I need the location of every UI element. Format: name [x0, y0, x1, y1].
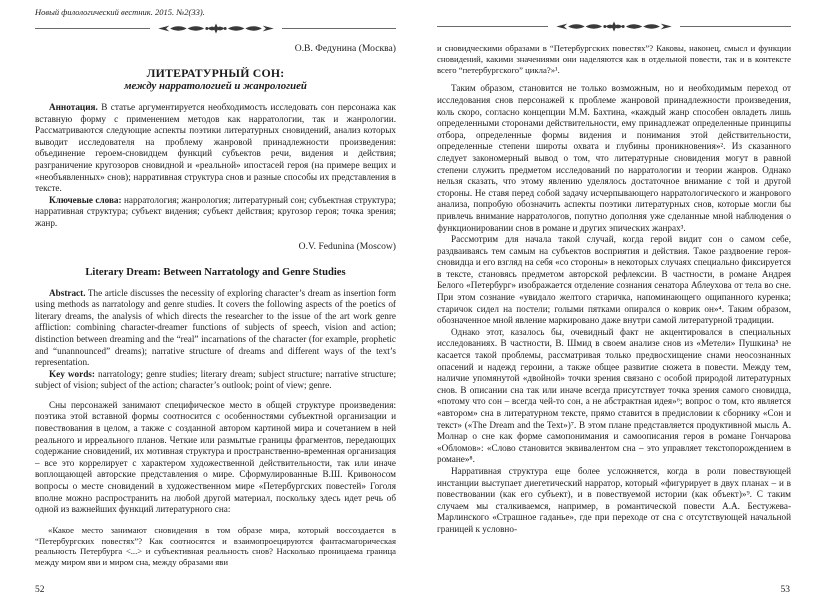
- article-title-ru: ЛИТЕРАТУРНЫЙ СОН:: [146, 66, 285, 80]
- abstract-en-text: The article discusses the necessity of exploring character’s dream as insertion form using methods as narratology and genre studies. It covers the following aspects of the poetics of literary dreams, the analysis of which directs the researcher to the issue of the art work genre affliction: combining character-dreamer functions of subjects of speech, vision and action; distinction between dreaming and the “real” incarnations of the character (for example, prophetic and “unannounced” dreams); narrative structure of dreams and different ways of the text’s representation.: [35, 287, 396, 368]
- ornament-rule-right: [680, 26, 791, 27]
- running-head: Новый филологический вестник. 2015. №2(33).: [35, 7, 205, 17]
- keywords-ru: [35, 195, 396, 230]
- page-number-right: 53: [780, 585, 790, 595]
- keywords-ru-text: нарратология; жанрология; литературный сон; субъектная структура; нарративная структура; субъект видения; субъект действия; кругозор героя; точка зрения; жанр.: [35, 194, 397, 228]
- abstract-en: [35, 288, 396, 369]
- body-paragraph: Нарративная структура еще более усложняется, когда в роли повествующей инстанции выступает диегетический нарратор, который «фигурирует в двух планах – и в повествовании (как его субъект), и в повествуемой истории (как объект)»⁹. С таким случаем мы сталкиваемся, например, в романтической повести А.А. Бестужева-Марлинского «Страшное гаданье», где при переходе от сна с отсутствующей начальной границей к условно-: [437, 465, 791, 534]
- block-quote-continuation: и сновидческими образами в “Петербургских повестях”? Каковы, наконец, смысл и функции сновидений, какими значениями они наделяются как в отдельной повести, так и в контексте всего “петербургского” цикла?»¹.: [437, 43, 791, 75]
- abstract-ru: [35, 102, 396, 195]
- keywords-ru-label: Ключевые слова:: [49, 194, 122, 205]
- page-number-left: 52: [35, 585, 45, 595]
- page-right: [410, 0, 820, 609]
- author-en: O.V. Fedunina (Moscow): [298, 240, 396, 252]
- block-quote: «Какое место занимают сновидения в том образе мира, который воссоздается в “Петербургских повестях”? Как соотносятся и взаимопроецируются фантасмагорическая реальность Петербурга <...> и субъективная реальность снов? Насколько проницаема граница между миром яви и миром сна, между образами яви: [35, 524, 396, 568]
- body-paragraph: Сны персонажей занимают специфическое место в общей структуре произведения: поэтика этой вставной формы соотносится с особенностями субъектной организации и повествования в целом, а также с созданной автором картиной мира и сочетанием в ней реального и ирреального планов. Четкие или размытые границы фрагментов, передающих содержание сновидений, их мотивная структура и пространственно-временная организация – все это коррелирует с характером художественной действительности, так или иначе воплощающей авторские представления о мире. Сформулированные В.Ш. Кривоносом вопросы о месте сновидений в художественном мире «Петербургских повестей» Гоголя вполне можно распространить на любой другой материал, поскольку здесь идет речь об одной из важнейших функций литературного сна:: [35, 399, 396, 515]
- ornament-divider: [437, 21, 791, 32]
- ornament-rule-right: [282, 28, 397, 29]
- body-paragraph: Рассмотрим для начала такой случай, когда герой видит сон о самом себе, раздваиваясь тем самым на субъектов восприятия и действия. Такое раздвоение героя-сновидца и его взгляд на себя «со стороны» в некоторых случаях специально фиксируется в тексте, становясь предметом авторской рефлексии. В частности, в романе Андрея Белого «Петербург» изображается отделение сознания сенатора Аблеухова от тела во сне. При этом сознание «увидало желтого старичка, напоминающего ощипанного куренка; старичок сидел на постели; голыми пятками опирался о коврик он»⁴. Таким образом, обозначенное мной явление маркировано даже внутри самой литературной традиции.: [437, 234, 791, 326]
- abstract-en-label: Abstract.: [49, 287, 86, 298]
- article-title-en: Literary Dream: Between Narratology and Genre Studies: [85, 266, 346, 278]
- ornament-rule-left: [35, 28, 150, 29]
- ornament-divider: [35, 23, 396, 34]
- ornament-rule-left: [437, 26, 548, 27]
- body-paragraph: Таким образом, становится не только возможным, но и необходимым переход от исследования снов персонажей к проблеме жанровой принадлежности произведения, коль скоро, согласно концепции М.М. Бахтина, «каждый жанр способен овладеть лишь определенными сторонами действительности, ему принадлежат определенные принципы отбора, определенные формы видения и понимания этой действительности, определенные степени широты охвата и глубины проникновения»². Из сказанного следует закономерный вывод о том, что литературные сновидения могут в равной степени служить предметом исследований по нарратологии и теории жанров. Однако нельзя сказать, что этому явлению уделялось достаточное внимание с той и другой стороны. Не ставя перед собой задачу исчерпывающего нарратологического и жанрового анализа, попробую обозначить аспекты поэтики литературных снов, которые могли бы привлечь внимание нарратологов, попутно дополняя уже сделанные мной наблюдения о функционировании снов в романе и других эпических жанрах³.: [437, 83, 791, 233]
- fleuron-icon: [156, 23, 276, 34]
- article-subtitle-ru: между нарратологией и жанрологией: [124, 80, 307, 92]
- fleuron-icon: [554, 21, 674, 32]
- keywords-en-label: Key words:: [49, 368, 95, 379]
- keywords-en-text: narratology; genre studies; literary dream; subject structure; narrative structure; subject of vision; subject of the action; character’s outlook; point of view; genre.: [35, 368, 396, 391]
- keywords-en: [35, 369, 396, 392]
- body-paragraph: Однако этот, казалось бы, очевидный факт не акцентировался в специальных исследованиях. В частности, В. Шмид в своем анализе снов из «Метели» Пушкина⁵ не касается такой проблемы, рассматривая только предвосхищение снами неосознанных опасений и надежд героини, а также общее развитие сюжета в повести. Между тем, наличие упомянутой «двойной» точки зрения связано с особой природой литературных снов. В описании сна так или иначе всегда присутствует точка зрения самого сновидца, «потому что сон – всегда чей-то сон, а не абстрактная идея»⁶; вопрос о том, кто является «автором» сна в литературном тексте, прямо ставится в предисловии к сборнику «Сон и текст» («The Dream and the Text»)⁷. В этом плане представляется продуктивной мысль А. Молнар о сне как форме самопонимания и самоописания героя в романе Гончарова «Обломов»: «Слово становится эквивалентом сна – это управляет текстопорождением в романе»⁸.: [437, 326, 791, 465]
- abstract-ru-text: В статье аргументируется необходимость исследовать сон персонажа как вставную форму с применением методов как нарратологии, так и жанрологии. Рассматриваются следующие аспекты поэтики литературных сновидений, анализ которых выводит исследователя на проблему жанровой принадлежности произведения: объединение героем-сновидцем функций субъектов речи, видения и действия; разграничение кругозоров сновидной и «реальной» ипостасей героя (на примере вещих и «необъявленных» снов); нарративная структура снов и разные способы их представления в тексте.: [35, 102, 396, 194]
- author-ru: О.В. Федунина (Москва): [294, 43, 396, 54]
- abstract-ru-label: Аннотация.: [49, 102, 98, 112]
